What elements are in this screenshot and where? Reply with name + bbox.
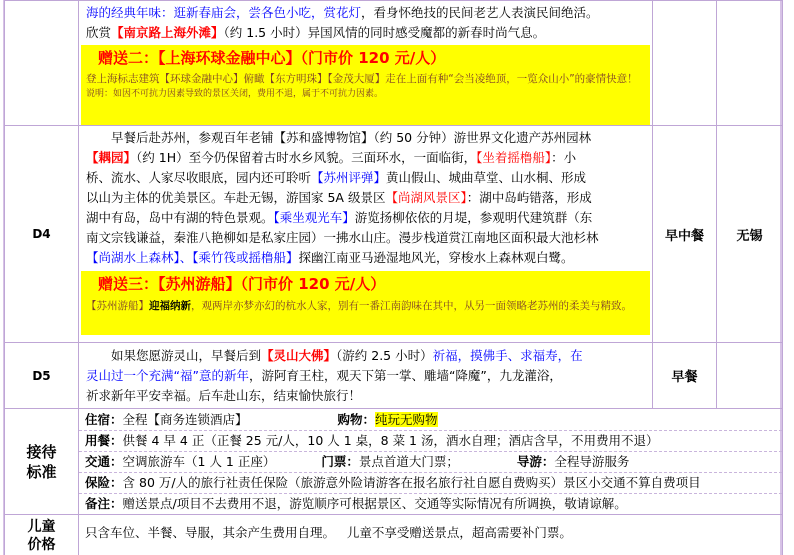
gift-two-box xyxy=(81,45,650,125)
gift-three-text: 【苏州游船】迎福纳新，观两岸亦梦亦幻的杭水人家，别有一番江南韵味在其中，从另一面领略老苏州的柔美与精致。 xyxy=(86,300,632,312)
day4-line1: 早餐后赴苏州，参观百年老铺【苏和盛博物馆】（约 50 分钟）游世界文化遗产苏州园林 xyxy=(111,130,592,145)
child-label-cell xyxy=(5,515,79,555)
day4-row xyxy=(5,126,783,343)
standard-label: 接待标准 xyxy=(26,442,57,481)
gift-two-title: 赠送二：【上海环球金融中心】（门市价 120 元/人） xyxy=(98,49,446,67)
day3-hotel-cell xyxy=(717,1,783,126)
gift-two-note: 说明：如因不可抗力因素导致的景区关闭，费用不退，属于不可抗力因素。 xyxy=(86,89,384,99)
itinerary-sheet xyxy=(3,0,782,555)
day3-day-cell xyxy=(5,1,79,126)
standard-label-cell xyxy=(5,409,79,515)
gift-three-box xyxy=(81,271,650,335)
day4-content-cell xyxy=(79,126,653,343)
day5-hotel-cell xyxy=(717,343,783,409)
day5-line1: 如果您愿游灵山，早餐后到【灵山大佛】（游约 2.5 小时）祈福，摸佛手、求福寿，在 xyxy=(111,347,583,363)
day3-row xyxy=(5,1,783,126)
day4-hotel: 无锡 xyxy=(717,126,783,343)
standard-note-row: 备注：赠送景点/项目不去费用不退，游览顺序可根据景区、交通等实际情况有所调换，敬请谅解。 xyxy=(85,495,627,511)
child-price-row xyxy=(5,515,783,555)
standard-meal-row: 用餐：供餐 4 早 4 正（正餐 25 元/人，10 人 1 桌，8 菜 1 汤，酒水自理；酒店含早，不用费用不退） xyxy=(79,431,782,452)
gift-two-text: 登上海标志建筑【环球金融中心】俯瞰【东方明珠】【金茂大厦】走在上面有种“会当凌绝顶，一览众山小”的豪情快意！ xyxy=(86,73,638,85)
child-price-cell xyxy=(79,515,783,555)
day4-meal: 早中餐 xyxy=(653,126,717,343)
day4-label: D4 xyxy=(5,126,79,343)
day4-line2: 【耦园】（约 1H）至今仍保留着古时水乡风貌。三面环水，一面临街，【坐着摇橹船】：小 xyxy=(86,150,577,165)
day3-meal-cell xyxy=(653,1,717,126)
standard-content-cell xyxy=(79,409,783,515)
day5-label: D5 xyxy=(5,343,79,409)
day5-content-cell xyxy=(79,343,653,409)
day4-line6: 南文宗钱谦益，秦淮八艳柳如是私家庄园）一拂水山庄。漫步栈道赏江南地区面积最大池杉林 xyxy=(86,230,599,245)
day4-line4: 以山为主体的优美景区。车赴无锡，游国家 5A 级景区【尚湖风景区】：湖中岛屿错落，形成 xyxy=(86,190,592,205)
day5-meal: 早餐 xyxy=(653,343,717,409)
day4-line3: 桥、流水、人家尽收眼底，园内还可聆听【苏州评弹】黄山假山、城曲草堂、山水桐、形成 xyxy=(86,170,587,185)
day3-line2: 欣赏【南京路上海外滩】（约 1.5 小时）异国风情的同时感受魔都的新春时尚气息。 xyxy=(86,25,546,40)
standard-insurance-row: 保险：含 80 万/人的旅行社责任保险（旅游意外险请游客在报名旅行社自愿自费购买）景区小交通不算自费项目 xyxy=(79,473,782,494)
day5-row xyxy=(5,343,783,409)
day5-line3: 祈求新年平安幸福。后车赴山东，结束愉快旅行！ xyxy=(86,387,362,403)
standard-row xyxy=(5,409,783,515)
day4-line7: 【尚湖水上森林】、【乘竹筏或摇橹船】探幽江南亚马逊湿地风光，穿梭水上森林观白鹭。 xyxy=(86,250,574,265)
child-price-label: 儿童价格 xyxy=(27,519,56,553)
itinerary-table xyxy=(4,0,783,555)
day3-line1: 海的经典年味：逛新春庙会，尝各色小吃，赏花灯，看身怀绝技的民间老艺人表演民间绝活。 xyxy=(86,5,599,20)
day4-line5: 湖中有岛，岛中有湖的特色景观。【乘坐观光车】游览扬柳依依的月堤，参观明代建筑群（东 xyxy=(86,210,593,225)
day5-line2: 灵山过一个充满“福”意的新年，游阿育王柱，观天下第一掌、雕墙“降魔”，九龙灌浴， xyxy=(86,367,562,383)
child-price-text: 只含车位、半餐、导服，其余产生费用自理。 儿童不享受赠送景点，超高需要补门票。 xyxy=(85,525,572,540)
gift-three-title: 赠送三：【苏州游船】（门市价 120 元/人） xyxy=(98,275,386,293)
standard-hotel-row: 住宿：全程【商务连锁酒店】 购物：纯玩无购物 xyxy=(79,410,782,431)
standard-traffic-row: 交通：空调旅游车（1 人 1 正座） 门票：景点首道大门票； 导游：全程导游服务 xyxy=(79,452,782,473)
day3-content-cell xyxy=(79,1,653,126)
